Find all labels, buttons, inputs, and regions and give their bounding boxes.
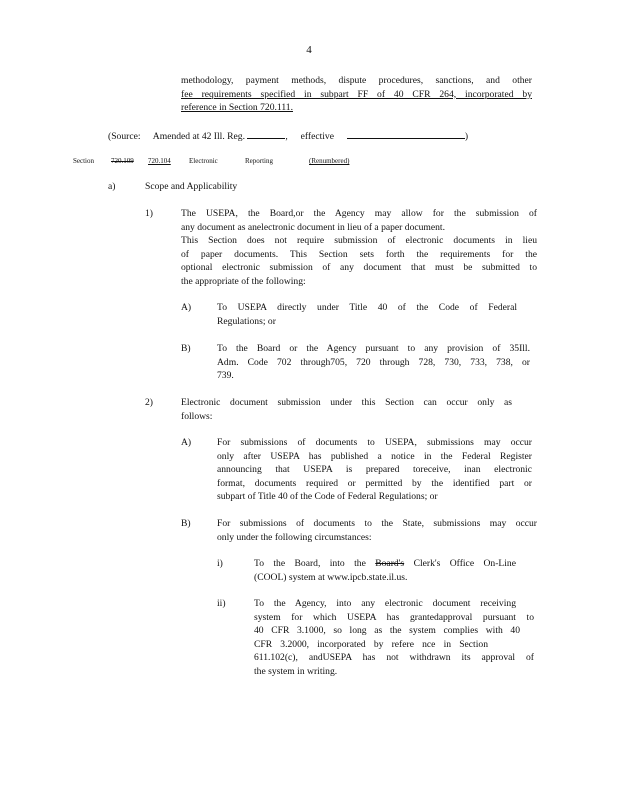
subsection-a-marker: a) [108,181,116,192]
source-prefix: (Source: [108,131,141,142]
item-a1A-line: To USEPA directly under Title 40 of the Code of Federal [217,302,517,313]
continuation-line-3: reference in Section 720.111. [181,102,293,114]
item-a2Bii-line: To the Agency, into any electronic document receiving [254,598,516,609]
item-a2Bii-line: the system in writing. [254,665,338,677]
item-a2A-line: For submissions of documents to USEPA, submissions may occur [217,437,532,448]
continuation-line-1: methodology, payment methods, dispute procedures, sanctions, and other [181,75,532,86]
paragraph-a1-line: The USEPA, the Board,or the Agency may allow for the submission of [181,208,537,219]
item-a2B-line: only under the following circumstances: [217,531,372,543]
item-a2Bii-line: system for which USEPA has grantedapproval pursuant to [254,611,534,623]
item-a2Bii [254,597,534,679]
item-a2Bi-line-1 [254,557,516,571]
item-a2A-line: only after USEPA has published a notice in the Federal Register [217,450,532,462]
item-a2Bi-post: Clerk's Office On-Line [413,558,516,569]
source-text: Amended at 42 Ill. Reg. [152,131,245,142]
source-comma: , [285,131,288,142]
renumbered-note: (Renumbered) [309,157,350,165]
item-a2Bii-marker: ii) [217,598,226,609]
item-a1B-line: To the Board or the Agency pursuant to any provision of 35Ill. [217,343,530,354]
item-a2Bii-line: CFR 3.2000, incorporated by refere nce in Section [254,638,488,650]
section-old-number: 720.109 [111,157,134,165]
item-a1B [217,342,530,383]
item-a2A-line: announcing that USEPA is prepared toreceive, inan electronic [217,464,532,476]
section-label: Section [73,157,94,165]
item-a2Bii-line: 611.102(c), andUSEPA has not withdrawn its approval of [254,652,534,664]
page-number: 4 [306,44,312,56]
paragraph-a1-line: the appropriate of the following: [181,275,306,287]
item-a2Bi-line-2: (COOL) system at www.ipcb.state.il.us. [254,571,408,583]
item-a2Bi [254,557,516,584]
paragraph-a1-line: optional electronic submission of any document that must be submitted to [181,262,537,274]
paragraph-a2-marker: 2) [145,397,153,408]
subsection-a-title: Scope and Applicability [145,181,238,192]
source-effective: effective [300,131,334,142]
section-heading [0,156,618,168]
paragraph-a2-line: follows: [181,410,213,422]
register-blank [247,128,285,139]
item-a2Bi-marker: i) [217,558,223,569]
item-a1B-marker: B) [181,343,191,354]
item-a2A-line: subpart of Title 40 of the Code of Federal Regulations; or [217,491,438,503]
source-note [108,128,528,144]
item-a2Bi-pre: To the Board, into the [254,558,366,569]
item-a1A [217,301,517,328]
item-a1B-line: 739. [217,370,234,382]
paragraph-a1-line: of paper documents. This Section sets forth the requirements for the [181,248,537,260]
paragraph-a2 [181,396,512,423]
section-title-word-2: Reporting [245,157,273,165]
continuation-paragraph [181,74,532,115]
paragraph-a1-line: This Section does not require submission of electronic documents in lieu [181,235,537,247]
item-a2B-line: For submissions of documents to the State, submissions may occur [217,518,537,529]
section-title-word-1: Electronic [189,157,218,165]
paragraph-a2-line: Electronic document submission under this Section can occur only as [181,397,512,408]
struck-text: Board's [375,558,405,569]
paragraph-a1-line: any document as anelectronic document in lieu of a paper document. [181,221,445,233]
item-a2A [217,436,532,504]
item-a1A-marker: A) [181,302,192,313]
item-a2Bii-line: 40 CFR 3.1000, so long as the system complies with 40 [254,625,520,637]
item-a2B [217,517,537,544]
item-a1B-line: Adm. Code 702 through705, 720 through 728, 730, 733, 738, or [217,356,530,368]
item-a2A-line: format, documents required or permitted by the identified part or [217,477,532,489]
continuation-line-2: fee requirements specified in subpart FF of 40 CFR 264, incorporated by [181,88,532,100]
item-a1A-line: Regulations; or [217,315,276,327]
item-a2B-marker: B) [181,518,191,529]
section-new-number: 720.104 [148,157,171,165]
paragraph-a1 [181,207,537,289]
item-a2A-marker: A) [181,437,192,448]
paragraph-a1-marker: 1) [145,208,153,219]
effective-date-blank [347,128,465,139]
source-close: ) [464,131,469,142]
